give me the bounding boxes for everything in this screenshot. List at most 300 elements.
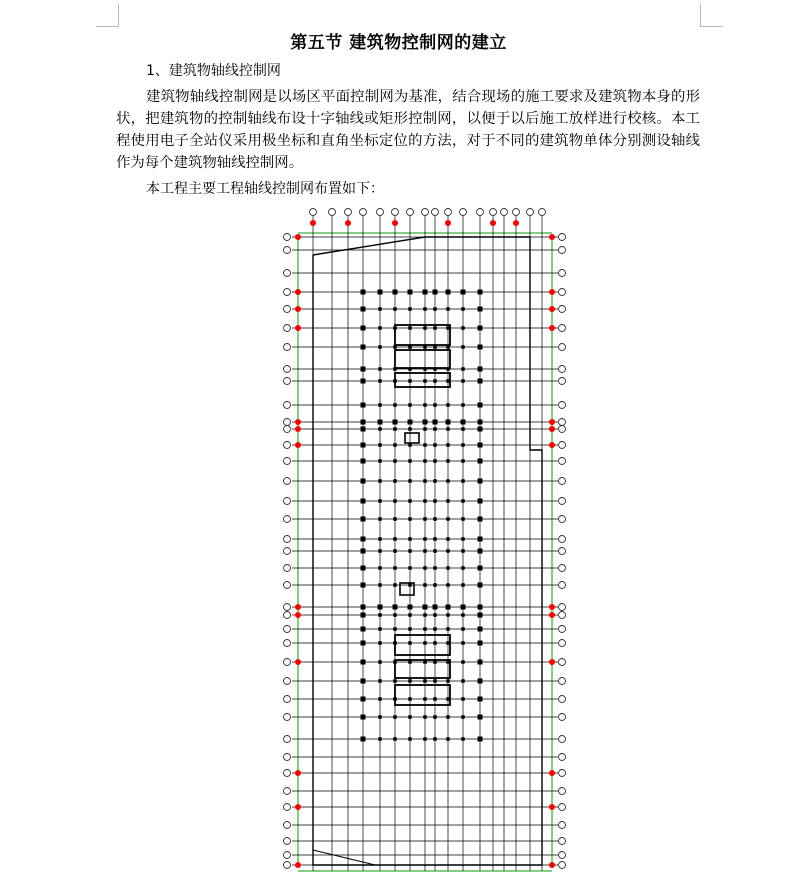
- column-icon: [378, 459, 382, 463]
- column-icon: [433, 737, 437, 741]
- column-icon: [423, 537, 427, 541]
- column-icon: [433, 566, 437, 570]
- axis-bubble-icon: [284, 838, 291, 845]
- axis-bubble-icon: [284, 325, 291, 332]
- axis-bubble-icon: [407, 209, 414, 216]
- axis-bubble-icon: [284, 659, 291, 666]
- column-icon: [361, 660, 366, 665]
- axis-bubble-icon: [284, 378, 291, 385]
- column-icon: [378, 517, 382, 521]
- column-icon: [393, 613, 397, 617]
- column-icon: [361, 583, 366, 588]
- column-icon: [433, 679, 437, 683]
- axis-bubble-icon: [284, 478, 291, 485]
- axis-bubble-icon: [559, 426, 566, 433]
- column-icon: [461, 420, 466, 425]
- column-icon: [433, 427, 437, 431]
- column-icon: [423, 307, 427, 311]
- column-icon: [461, 679, 465, 683]
- control-point-icon: [549, 770, 555, 776]
- column-icon: [461, 499, 465, 503]
- column-icon: [446, 459, 450, 463]
- column-icon: [423, 379, 427, 383]
- column-icon: [461, 290, 466, 295]
- column-icon: [361, 367, 366, 372]
- axis-bubble-icon: [284, 289, 291, 296]
- axis-bubble-icon: [559, 770, 566, 777]
- column-icon: [433, 627, 437, 631]
- column-icon: [361, 697, 366, 702]
- axis-bubble-icon: [284, 366, 291, 373]
- column-icon: [478, 479, 483, 484]
- axis-bubble-icon: [559, 270, 566, 277]
- column-icon: [461, 345, 465, 349]
- column-icon: [393, 420, 398, 425]
- column-icon: [361, 549, 366, 554]
- column-icon: [433, 583, 437, 587]
- column-icon: [361, 479, 366, 484]
- column-icon: [408, 566, 412, 570]
- column-icon: [378, 307, 382, 311]
- axis-bubble-icon: [559, 458, 566, 465]
- column-icon: [378, 641, 382, 645]
- column-icon: [433, 517, 437, 521]
- column-icon: [361, 307, 366, 312]
- axis-bubble-icon: [284, 862, 291, 869]
- column-icon: [423, 427, 427, 431]
- column-icon: [361, 290, 366, 295]
- column-icon: [446, 517, 450, 521]
- axis-bubble-icon: [559, 548, 566, 555]
- axis-bubble-icon: [559, 838, 566, 845]
- column-icon: [361, 737, 366, 742]
- axis-bubble-icon: [501, 209, 508, 216]
- column-icon: [423, 326, 427, 330]
- column-icon: [423, 549, 427, 553]
- figure-intro: 本工程主要工程轴线控制网布置如下：: [146, 181, 384, 197]
- column-icon: [478, 660, 483, 665]
- column-icon: [461, 517, 465, 521]
- axis-bubble-icon: [559, 247, 566, 254]
- column-icon: [408, 403, 412, 407]
- axis-bubble-icon: [559, 862, 566, 869]
- control-point-icon: [295, 419, 301, 425]
- core-walls: [395, 325, 450, 705]
- column-icon: [378, 566, 382, 570]
- control-point-icon: [549, 659, 555, 665]
- axis-bubble-icon: [559, 582, 566, 589]
- column-icon: [478, 290, 483, 295]
- axis-bubble-icon: [360, 209, 367, 216]
- axis-bubble-icon: [559, 234, 566, 241]
- column-icon: [378, 715, 382, 719]
- control-point-icon: [549, 426, 555, 432]
- column-icon: [461, 403, 465, 407]
- column-icon: [423, 613, 427, 617]
- column-icon: [378, 326, 382, 330]
- column-icon: [478, 537, 483, 542]
- axis-grid: [292, 215, 558, 871]
- axis-bubble-icon: [284, 678, 291, 685]
- column-icon: [378, 660, 382, 664]
- column-icon: [461, 715, 465, 719]
- column-icon: [423, 443, 427, 447]
- column-icon: [393, 403, 397, 407]
- axis-bubble-icon: [284, 498, 291, 505]
- column-icon: [378, 379, 382, 383]
- column-icon: [478, 697, 483, 702]
- axis-bubble-icon: [513, 209, 520, 216]
- column-icon: [461, 566, 465, 570]
- column-icon: [478, 613, 483, 618]
- axis-bubble-icon: [284, 548, 291, 555]
- column-icon: [461, 583, 465, 587]
- column-icon: [433, 715, 437, 719]
- column-icon: [393, 537, 397, 541]
- column-icon: [408, 307, 412, 311]
- axis-bubble-icon: [284, 419, 291, 426]
- column-icon: [393, 427, 397, 431]
- column-icon: [393, 459, 397, 463]
- column-icon: [378, 345, 382, 349]
- column-icon: [378, 420, 383, 425]
- axis-bubble-icon: [559, 696, 566, 703]
- core-wall: [395, 685, 450, 705]
- column-icon: [423, 605, 428, 610]
- column-icon: [478, 566, 483, 571]
- column-icon: [433, 403, 437, 407]
- axis-bubble-icon: [284, 640, 291, 647]
- column-icon: [478, 326, 483, 331]
- column-icon: [433, 697, 437, 701]
- axis-bubble-icon: [284, 714, 291, 721]
- column-icon: [478, 641, 483, 646]
- axis-bubble-icon: [284, 234, 291, 241]
- core-wall: [395, 373, 450, 387]
- column-icon: [446, 566, 450, 570]
- column-icon: [433, 420, 438, 425]
- column-icon: [378, 605, 383, 610]
- axis-bubble-icon: [284, 852, 291, 859]
- column-icon: [423, 566, 427, 570]
- column-icon: [446, 443, 450, 447]
- control-point-icon: [295, 604, 301, 610]
- column-icon: [478, 403, 483, 408]
- column-icon: [446, 613, 450, 617]
- outline-ramp: [313, 850, 375, 865]
- axis-bubble-icon: [284, 426, 291, 433]
- axis-bubble-icon: [559, 626, 566, 633]
- axis-bubble-icon: [559, 366, 566, 373]
- column-icon: [378, 697, 382, 701]
- column-icon: [378, 443, 382, 447]
- axis-bubble-icon: [284, 442, 291, 449]
- column-icon: [478, 679, 483, 684]
- column-icon: [361, 427, 366, 432]
- core-wall: [395, 660, 450, 678]
- control-point-icon: [295, 659, 301, 665]
- column-icon: [461, 627, 465, 631]
- column-icon: [408, 499, 412, 503]
- column-icon: [478, 499, 483, 504]
- column-icon: [393, 715, 397, 719]
- column-icon: [446, 627, 450, 631]
- axis-bubble-icon: [490, 209, 497, 216]
- axis-bubble-icon: [559, 678, 566, 685]
- column-icon: [393, 605, 398, 610]
- control-point-icon: [295, 862, 301, 868]
- column-icon: [423, 499, 427, 503]
- axis-bubble-icon: [284, 736, 291, 743]
- column-icon: [361, 605, 366, 610]
- control-point-icon: [549, 234, 555, 240]
- control-point-icon: [445, 220, 451, 226]
- column-icon: [408, 420, 413, 425]
- column-icon: [361, 326, 366, 331]
- axis-bubble-icon: [559, 325, 566, 332]
- column-icon: [408, 679, 412, 683]
- column-icon: [378, 627, 382, 631]
- column-icon: [461, 459, 465, 463]
- control-point-icon: [345, 220, 351, 226]
- column-icon: [433, 479, 437, 483]
- column-icon: [408, 290, 413, 295]
- column-icon: [461, 697, 465, 701]
- column-icon: [433, 613, 437, 617]
- column-icon: [446, 537, 450, 541]
- column-icon: [433, 605, 438, 610]
- column-icon: [378, 549, 382, 553]
- column-icon: [423, 627, 427, 631]
- column-icon: [361, 679, 366, 684]
- column-icon: [393, 679, 397, 683]
- axis-bubble-icon: [559, 736, 566, 743]
- column-icon: [423, 641, 427, 645]
- column-icon: [461, 549, 465, 553]
- axis-control-network-plan: [280, 205, 570, 877]
- column-icon: [361, 403, 366, 408]
- control-point-icon: [295, 442, 301, 448]
- axis-bubble-icon: [392, 209, 399, 216]
- column-icon: [423, 479, 427, 483]
- axis-bubble-icon: [559, 306, 566, 313]
- column-icon: [408, 427, 412, 431]
- column-icon: [433, 379, 437, 383]
- axis-bubble-icon: [284, 612, 291, 619]
- axis-bubble-icon: [559, 442, 566, 449]
- control-point-icon: [549, 862, 555, 868]
- column-icon: [433, 290, 438, 295]
- column-icon: [361, 517, 366, 522]
- column-icon: [461, 367, 465, 371]
- column-icon: [408, 459, 412, 463]
- axis-bubble-icon: [422, 209, 429, 216]
- column-icon: [478, 715, 483, 720]
- column-icon: [408, 326, 412, 330]
- column-icon: [478, 605, 483, 610]
- column-icon: [433, 549, 437, 553]
- axis-bubble-icon: [559, 516, 566, 523]
- axis-bubble-icon: [559, 804, 566, 811]
- column-icon: [433, 537, 437, 541]
- column-icon: [446, 479, 450, 483]
- column-icon: [361, 641, 366, 646]
- control-point-icon: [513, 220, 519, 226]
- axis-bubble-icon: [284, 536, 291, 543]
- control-point-icon: [310, 220, 316, 226]
- axis-bubble-icon: [559, 402, 566, 409]
- axis-bubble-icon: [377, 209, 384, 216]
- core-wall: [395, 635, 450, 655]
- axis-bubble-icon: [559, 289, 566, 296]
- column-icon: [408, 641, 412, 645]
- column-icon: [378, 537, 382, 541]
- column-icon: [423, 403, 427, 407]
- column-icon: [393, 499, 397, 503]
- column-icon: [446, 307, 450, 311]
- axis-bubble-icon: [559, 344, 566, 351]
- column-icon: [393, 737, 397, 741]
- axis-bubble-icon: [284, 247, 291, 254]
- axis-bubble-icon: [559, 536, 566, 543]
- axis-bubble-icon: [284, 822, 291, 829]
- axis-bubble-icon: [284, 754, 291, 761]
- column-icon: [423, 459, 427, 463]
- column-icon: [408, 605, 413, 610]
- column-icon: [361, 715, 366, 720]
- column-icon: [423, 290, 428, 295]
- column-icon: [446, 605, 451, 610]
- control-point-icon: [295, 426, 301, 432]
- column-icon: [478, 345, 483, 350]
- column-icon: [408, 517, 412, 521]
- column-icon: [478, 459, 483, 464]
- column-icon: [461, 427, 465, 431]
- column-icon: [478, 420, 483, 425]
- column-icon: [423, 420, 428, 425]
- axis-bubble-icon: [559, 822, 566, 829]
- axis-bubble-icon: [445, 209, 452, 216]
- columns: [361, 290, 483, 742]
- axis-bubble-icon: [559, 640, 566, 647]
- column-icon: [393, 583, 397, 587]
- axis-bubble-icon: [460, 209, 467, 216]
- column-icon: [408, 549, 412, 553]
- control-point-icon: [549, 442, 555, 448]
- axis-bubble-icon: [539, 209, 546, 216]
- column-icon: [478, 427, 483, 432]
- axis-bubble-icon: [559, 478, 566, 485]
- axis-bubble-icon: [284, 804, 291, 811]
- column-icon: [408, 627, 412, 631]
- column-icon: [423, 517, 427, 521]
- column-icon: [361, 420, 366, 425]
- column-icon: [378, 613, 382, 617]
- column-icon: [408, 697, 412, 701]
- control-point-icon: [549, 604, 555, 610]
- column-icon: [433, 307, 437, 311]
- column-icon: [408, 379, 412, 383]
- column-icon: [361, 613, 366, 618]
- column-icon: [433, 499, 437, 503]
- stair-wall: [405, 433, 419, 443]
- column-icon: [461, 737, 465, 741]
- column-icon: [378, 583, 382, 587]
- column-icon: [478, 517, 483, 522]
- column-icon: [361, 345, 366, 350]
- column-icon: [423, 679, 427, 683]
- axis-bubble-icon: [345, 209, 352, 216]
- column-icon: [361, 499, 366, 504]
- column-icon: [408, 715, 412, 719]
- column-icon: [378, 679, 382, 683]
- control-point-icon: [295, 306, 301, 312]
- axis-bubble-icon: [559, 714, 566, 721]
- column-icon: [478, 367, 483, 372]
- axis-bubble-icon: [310, 209, 317, 216]
- column-icon: [446, 420, 451, 425]
- column-icon: [361, 627, 366, 632]
- axis-bubble-icon: [527, 209, 534, 216]
- column-icon: [478, 307, 483, 312]
- column-icon: [461, 379, 465, 383]
- column-icon: [361, 566, 366, 571]
- axis-bubble-icon: [284, 565, 291, 572]
- column-icon: [393, 627, 397, 631]
- column-icon: [461, 660, 465, 664]
- column-icon: [461, 479, 465, 483]
- column-icon: [433, 443, 437, 447]
- axis-bubble-icon: [284, 516, 291, 523]
- control-point-icon: [295, 289, 301, 295]
- column-icon: [361, 379, 366, 384]
- column-icon: [478, 443, 483, 448]
- column-icon: [423, 583, 427, 587]
- column-icon: [446, 499, 450, 503]
- column-icon: [433, 459, 437, 463]
- axis-bubble-icon: [559, 604, 566, 611]
- axis-bubble-icon: [559, 788, 566, 795]
- control-point-icon: [295, 234, 301, 240]
- column-icon: [461, 326, 465, 330]
- column-icon: [361, 537, 366, 542]
- axis-bubble-icon: [284, 604, 291, 611]
- column-icon: [361, 459, 366, 464]
- column-icon: [461, 605, 466, 610]
- subheading: 1、建筑物轴线控制网: [146, 63, 281, 79]
- page-corner-mark-right: [700, 4, 723, 27]
- control-point-icon: [295, 770, 301, 776]
- control-point-icon: [549, 289, 555, 295]
- column-icon: [446, 583, 450, 587]
- column-icon: [446, 715, 450, 719]
- control-point-icon: [295, 612, 301, 618]
- column-icon: [408, 613, 412, 617]
- axis-bubble-icon: [559, 612, 566, 619]
- column-icon: [478, 549, 483, 554]
- column-icon: [393, 566, 397, 570]
- column-icon: [461, 443, 465, 447]
- axis-bubble-icon: [284, 344, 291, 351]
- axis-bubble-icon: [559, 659, 566, 666]
- control-point-icon: [549, 419, 555, 425]
- axis-bubble-icon: [284, 696, 291, 703]
- page-corner-mark-left: [96, 4, 119, 27]
- column-icon: [446, 679, 450, 683]
- column-icon: [408, 537, 412, 541]
- column-icon: [478, 379, 483, 384]
- body-paragraph: 建筑物轴线控制网是以场区平面控制网为基准，结合现场的施工要求及建筑物本身的形状，把建筑物的控制轴线布设十字轴线或矩形控制网，以便于以后施工放样进行校核。本工程使用电子全站仪采用极坐标和直角坐标定位的方法，对于不同的建筑物单体分别测设轴线作为每个建筑物轴线控制网。: [116, 89, 700, 171]
